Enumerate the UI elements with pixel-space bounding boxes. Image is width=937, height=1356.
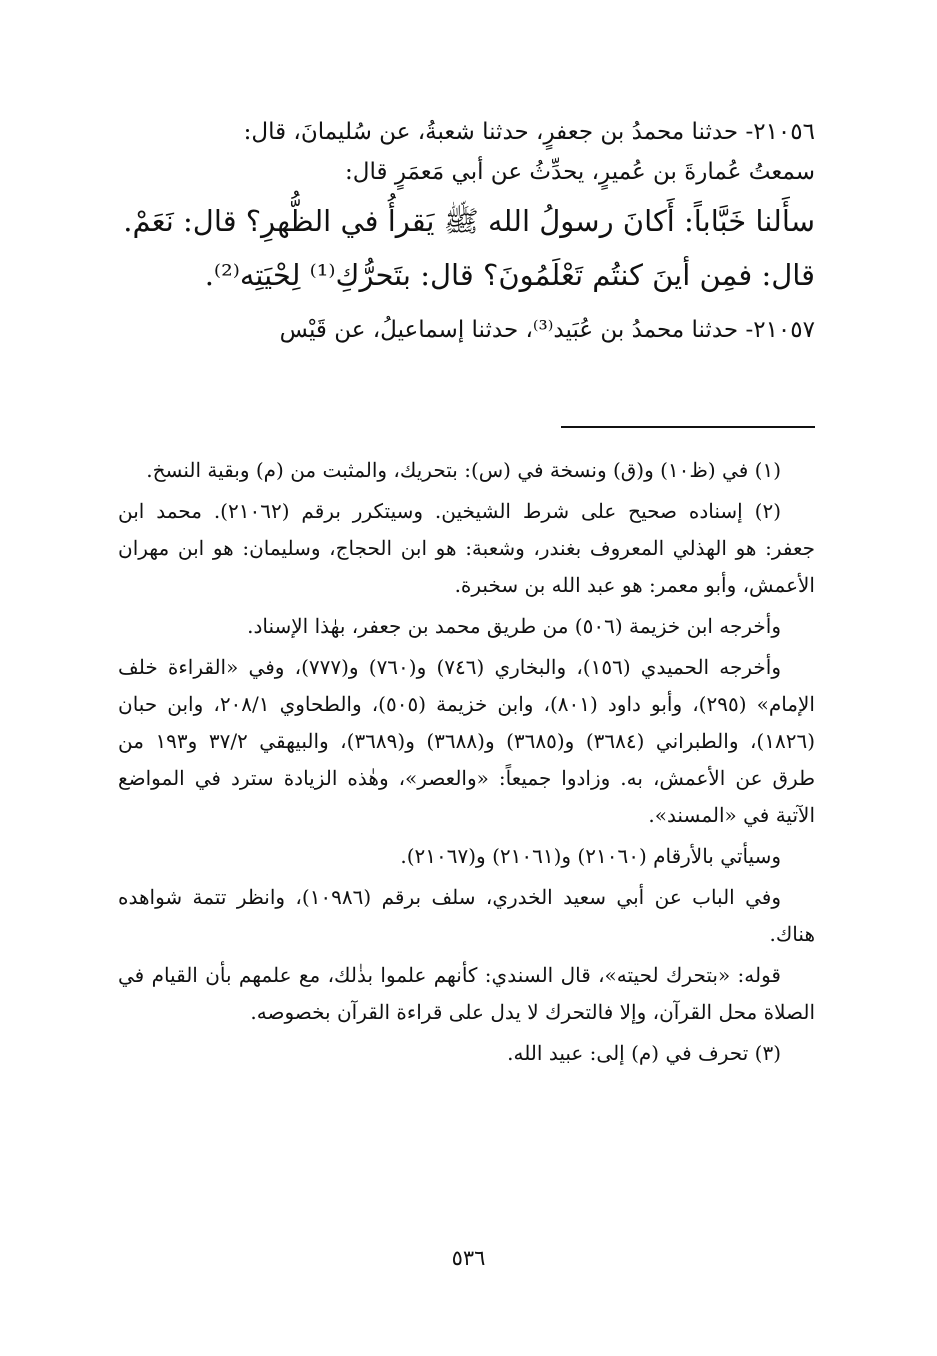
- footnote-2: (٢) إسناده صحيح على شرط الشيخين. وسيتكرر برقم (٢١٠٦٢). محمد ابن جعفر: هو الهذلي المعروف بغندر، وشعبة: هو ابن الحجاج، وسليمان: هو ابن مهران الأعمش، وأبو معمر: هو عبد الله بن سخبرة.: [118, 499, 815, 597]
- footnote-2-paragraph-5: وفي الباب عن أبي سعيد الخدري، سلف برقم (١٠٩٨٦)، وانظر تتمة شواهده هناك.: [118, 885, 815, 946]
- hadith-matn-line-1: سأَلنا خَبَّاباً: أَكانَ رسولُ الله ﷺ يَقرأُ في الظُّهرِ؟ قال: نَعَمْ.: [123, 204, 815, 238]
- footnote-2-paragraph-3: وأخرجه الحميدي (١٥٦)، والبخاري (٧٤٦) و(٧٦٠) و(٧٧٧)، وفي «القراءة خلف الإمام» (٢٩٥)، وأبو داود (٨٠١)، وابن خزيمة (٥٠٥)، والطحاوي ٢٠٨/١، وابن حبان (١٨٢٦)، والطبراني (٣٦٨٤) و(٣٦٨٥) و(٣٦٨٨) و(٣٦٨٩)، والبيهقي ٣٧/٢ و١٩٣ من طرق عن الأعمش، به. وزادوا جميعاً: «والعصر»، وهٰذه الزيادة سترد في المواضع الآتية في «المسند».: [118, 655, 816, 827]
- page-number: ٥٣٦: [451, 1246, 486, 1270]
- footnote-1: (١) في (ظ١٠) و(ق) ونسخة في (س): بتحريك، والمثبت من (م) وبقية النسخ.: [146, 458, 781, 482]
- hadith-isnad-line-2: سمعتُ عُمارةَ بن عُميرٍ، يحدِّثُ عن أبي مَعمَرٍ قال:: [345, 159, 815, 185]
- next-hadith-line: ٢١٠٥٧- حدثنا محمدُ بن عُبَيد⁽³⁾، حدثنا إسماعيلُ، عن قَيْس: [279, 317, 815, 343]
- footnote-3: (٣) تحرف في (م) إلى: عبيد الله.: [507, 1041, 781, 1065]
- footnotes-block: [118, 452, 815, 1072]
- footnote-2-paragraph-2: وأخرجه ابن خزيمة (٥٠٦) من طريق محمد بن جعفر، بهٰذا الإسناد.: [247, 614, 781, 638]
- hadith-matn-line-2: قال: فمِن أينَ كنتُم تَعْلَمُونَ؟ قال: بتَحرُّكِ⁽¹⁾ لِحْيَتِه⁽²⁾.: [204, 258, 815, 292]
- footnote-separator: [561, 426, 815, 428]
- hadith-isnad-line-1: ٢١٠٥٦- حدثنا محمدُ بن جعفرٍ، حدثنا شعبةُ، عن سُليمانَ، قال:: [243, 119, 815, 145]
- hadith-text-block: [118, 112, 815, 350]
- footnote-2-paragraph-6: قوله: «بتحرك لحيته»، قال السندي: كأنهم علموا بذٰلك، مع علمهم بأن القيام في الصلاة محل القرآن، وإلا فالتحرك لا يدل على قراءة القرآن بخصوصه.: [118, 963, 815, 1024]
- footnote-2-paragraph-4: وسيأتي بالأرقام (٢١٠٦٠) و(٢١٠٦١) و(٢١٠٦٧).: [400, 844, 781, 868]
